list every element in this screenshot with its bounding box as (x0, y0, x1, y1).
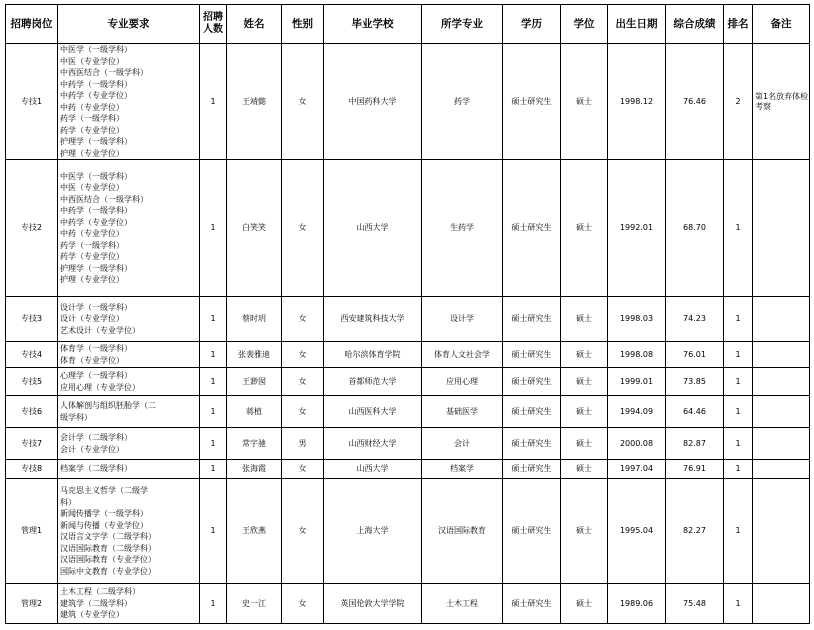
school-cell: 山西医科大学 (324, 396, 422, 428)
table-row (6, 460, 810, 479)
gender-cell: 女 (282, 460, 324, 479)
requirement-line: 护理（专业学位） (60, 275, 124, 284)
requirement-line: 设计学（一级学科） (60, 302, 132, 312)
score-cell: 76.46 (666, 44, 724, 160)
score-cell: 76.01 (666, 342, 724, 368)
requirement-line: 体育学（一级学科） (60, 344, 132, 353)
major-cell: 档案学 (422, 460, 503, 479)
table-row (6, 44, 810, 160)
requirement-line: 设计（专业学位） (60, 314, 124, 324)
requirement-cell (58, 584, 200, 624)
major-cell: 汉语国际教育 (422, 479, 503, 584)
requirement-line: 国际中文教育（专业学位） (60, 566, 156, 576)
note-cell (753, 584, 810, 624)
requirement-line: 药学（一级学科） (60, 240, 124, 250)
requirement-line: 中西医结合（一级学科） (60, 68, 148, 77)
table-row (6, 396, 810, 428)
post-cell: 专技6 (6, 396, 58, 428)
major-cell: 生药学 (422, 160, 503, 297)
degree-cell: 硕士 (561, 396, 608, 428)
dob-cell: 1998.03 (608, 297, 666, 342)
count-cell: 1 (200, 396, 227, 428)
requirement-line: 艺术设计（专业学位） (60, 325, 140, 335)
score-cell: 82.87 (666, 428, 724, 460)
school-cell: 山西财经大学 (324, 428, 422, 460)
requirement-line: 药学（专业学位） (60, 125, 124, 135)
score-cell: 76.91 (666, 460, 724, 479)
school-cell: 哈尔滨体育学院 (324, 342, 422, 368)
post-cell: 专技2 (6, 160, 58, 297)
education-cell: 硕士研究生 (503, 396, 561, 428)
rank-cell: 2 (724, 44, 753, 160)
table-row (6, 297, 810, 342)
name-cell: 王欣燕 (227, 479, 282, 584)
dob-cell: 2000.08 (608, 428, 666, 460)
score-cell: 74.23 (666, 297, 724, 342)
education-cell: 硕士研究生 (503, 297, 561, 342)
count-cell: 1 (200, 479, 227, 584)
name-cell: 史一江 (227, 584, 282, 624)
count-cell: 1 (200, 342, 227, 368)
requirement-cell (58, 396, 200, 428)
header-major: 所学专业 (422, 5, 503, 44)
dob-cell: 1998.08 (608, 342, 666, 368)
name-cell: 常宇驰 (227, 428, 282, 460)
major-cell: 药学 (422, 44, 503, 160)
requirement-line: 中药学（一级学科） (60, 206, 132, 215)
requirement-line: 中药（专业学位） (60, 102, 124, 112)
header-count: 招聘 人数 (200, 5, 227, 44)
note-cell (753, 368, 810, 396)
dob-cell: 1989.06 (608, 584, 666, 624)
table-row (6, 368, 810, 396)
recruitment-table-container (5, 4, 810, 624)
count-cell: 1 (200, 428, 227, 460)
gender-cell: 女 (282, 584, 324, 624)
post-cell: 管理2 (6, 584, 58, 624)
requirement-line: 会计（专业学位） (60, 444, 124, 454)
requirement-line: 汉语国际教育（二级学科） (60, 543, 156, 553)
requirement-line: 马克思主义哲学（二级学 (60, 486, 148, 495)
gender-cell: 女 (282, 396, 324, 428)
requirement-line: 建筑学（二级学科） (60, 598, 132, 608)
score-cell: 73.85 (666, 368, 724, 396)
requirement-line: 新闻传播学（一级学科） (60, 509, 148, 518)
post-cell: 专技3 (6, 297, 58, 342)
table-body (6, 44, 810, 624)
school-cell: 山西大学 (324, 160, 422, 297)
header-school: 毕业学校 (324, 5, 422, 44)
gender-cell: 女 (282, 297, 324, 342)
requirement-line: 科） (60, 497, 76, 507)
education-cell: 硕士研究生 (503, 584, 561, 624)
name-cell: 王靖懿 (227, 44, 282, 160)
education-cell: 硕士研究生 (503, 342, 561, 368)
note-cell: 第1名放弃体检考察 (753, 44, 810, 160)
header-name: 姓名 (227, 5, 282, 44)
requirement-line: 档案学（二级学科） (60, 464, 132, 474)
degree-cell: 硕士 (561, 428, 608, 460)
major-cell: 应用心理 (422, 368, 503, 396)
count-cell: 1 (200, 584, 227, 624)
requirement-cell (58, 160, 200, 297)
degree-cell: 硕士 (561, 44, 608, 160)
degree-cell: 硕士 (561, 479, 608, 584)
note-cell (753, 460, 810, 479)
gender-cell: 男 (282, 428, 324, 460)
major-cell: 土木工程 (422, 584, 503, 624)
dob-cell: 1992.01 (608, 160, 666, 297)
requirement-line: 中医学（一级学科） (60, 45, 132, 54)
name-cell: 张裴雅迪 (227, 342, 282, 368)
education-cell: 硕士研究生 (503, 479, 561, 584)
school-cell: 英国伦敦大学学院 (324, 584, 422, 624)
gender-cell: 女 (282, 160, 324, 297)
name-cell: 白笑笑 (227, 160, 282, 297)
count-cell: 1 (200, 297, 227, 342)
dob-cell: 1997.04 (608, 460, 666, 479)
dob-cell: 1994.09 (608, 396, 666, 428)
post-cell: 专技7 (6, 428, 58, 460)
requirement-cell (58, 368, 200, 396)
table-row (6, 160, 810, 297)
degree-cell: 硕士 (561, 342, 608, 368)
header-row (6, 5, 810, 44)
requirement-line: 心理学（一级学科） (60, 371, 132, 380)
name-cell: 蒋植 (227, 396, 282, 428)
education-cell: 硕士研究生 (503, 460, 561, 479)
rank-cell: 1 (724, 479, 753, 584)
header-rank: 排名 (724, 5, 753, 44)
requirement-line: 建筑（专业学位） (60, 610, 124, 620)
requirement-line: 级学科） (60, 412, 92, 422)
post-cell: 专技4 (6, 342, 58, 368)
degree-cell: 硕士 (561, 584, 608, 624)
requirement-line: 人体解剖与组织胚胎学（二 (60, 401, 156, 410)
requirement-cell (58, 479, 200, 584)
note-cell (753, 396, 810, 428)
education-cell: 硕士研究生 (503, 160, 561, 297)
note-cell (753, 297, 810, 342)
requirement-cell (58, 428, 200, 460)
school-cell: 西安建筑科技大学 (324, 297, 422, 342)
school-cell: 首都师范大学 (324, 368, 422, 396)
requirement-line: 护理学（一级学科） (60, 263, 132, 273)
requirement-line: 体育（专业学位） (60, 355, 124, 365)
requirement-line: 应用心理（专业学位） (60, 382, 140, 392)
header-education: 学历 (503, 5, 561, 44)
requirement-line: 中药学（专业学位） (60, 91, 132, 100)
header-gender: 性别 (282, 5, 324, 44)
name-cell: 蔡时玥 (227, 297, 282, 342)
requirement-cell (58, 44, 200, 160)
major-cell: 基础医学 (422, 396, 503, 428)
requirement-line: 中医学（一级学科） (60, 171, 132, 181)
requirement-line: 中西医结合（一级学科） (60, 194, 148, 204)
dob-cell: 1999.01 (608, 368, 666, 396)
requirement-line: 护理学（一级学科） (60, 137, 132, 146)
gender-cell: 女 (282, 342, 324, 368)
gender-cell: 女 (282, 368, 324, 396)
school-cell: 中国药科大学 (324, 44, 422, 160)
education-cell: 硕士研究生 (503, 368, 561, 396)
count-cell: 1 (200, 368, 227, 396)
count-cell: 1 (200, 460, 227, 479)
requirement-line: 汉语言文字学（二级学科） (60, 532, 156, 541)
header-post: 招聘岗位 (6, 5, 58, 44)
note-cell (753, 428, 810, 460)
requirement-line: 中药学（一级学科） (60, 79, 132, 89)
header-note: 备注 (753, 5, 810, 44)
post-cell: 专技8 (6, 460, 58, 479)
note-cell (753, 160, 810, 297)
header-dob: 出生日期 (608, 5, 666, 44)
header-requirement: 专业要求 (58, 5, 200, 44)
note-cell (753, 479, 810, 584)
rank-cell: 1 (724, 584, 753, 624)
requirement-line: 药学（一级学科） (60, 114, 124, 123)
requirement-line: 土木工程（二级学科） (60, 587, 140, 597)
rank-cell: 1 (724, 396, 753, 428)
requirement-line: 新闻与传播（专业学位） (60, 520, 148, 530)
header-degree: 学位 (561, 5, 608, 44)
education-cell: 硕士研究生 (503, 428, 561, 460)
requirement-line: 中药学（专业学位） (60, 217, 132, 227)
requirement-cell (58, 342, 200, 368)
table-row (6, 479, 810, 584)
degree-cell: 硕士 (561, 368, 608, 396)
requirement-line: 汉语国际教育（专业学位） (60, 555, 156, 564)
post-cell: 专技5 (6, 368, 58, 396)
requirement-line: 药学（专业学位） (60, 252, 124, 261)
requirement-line: 中医（专业学位） (60, 56, 124, 66)
rank-cell: 1 (724, 460, 753, 479)
rank-cell: 1 (724, 297, 753, 342)
name-cell: 王渺囡 (227, 368, 282, 396)
school-cell: 上海大学 (324, 479, 422, 584)
school-cell: 山西大学 (324, 460, 422, 479)
education-cell: 硕士研究生 (503, 44, 561, 160)
requirement-line: 中药（专业学位） (60, 229, 124, 238)
table-row (6, 342, 810, 368)
score-cell: 82.27 (666, 479, 724, 584)
header-score: 综合成绩 (666, 5, 724, 44)
requirement-line: 中医（专业学位） (60, 183, 124, 192)
degree-cell: 硕士 (561, 460, 608, 479)
table-row (6, 428, 810, 460)
score-cell: 64.46 (666, 396, 724, 428)
score-cell: 68.70 (666, 160, 724, 297)
name-cell: 张海霞 (227, 460, 282, 479)
major-cell: 设计学 (422, 297, 503, 342)
dob-cell: 1998.12 (608, 44, 666, 160)
recruitment-table (5, 4, 810, 624)
requirement-line: 会计学（二级学科） (60, 433, 132, 442)
note-cell (753, 342, 810, 368)
count-cell: 1 (200, 44, 227, 160)
post-cell: 专技1 (6, 44, 58, 160)
rank-cell: 1 (724, 368, 753, 396)
degree-cell: 硕士 (561, 160, 608, 297)
major-cell: 体育人文社会学 (422, 342, 503, 368)
requirement-line: 护理（专业学位） (60, 148, 124, 158)
rank-cell: 1 (724, 160, 753, 297)
rank-cell: 1 (724, 342, 753, 368)
table-row (6, 584, 810, 624)
count-cell: 1 (200, 160, 227, 297)
rank-cell: 1 (724, 428, 753, 460)
degree-cell: 硕士 (561, 297, 608, 342)
requirement-cell (58, 460, 200, 479)
gender-cell: 女 (282, 479, 324, 584)
major-cell: 会计 (422, 428, 503, 460)
post-cell: 管理1 (6, 479, 58, 584)
dob-cell: 1995.04 (608, 479, 666, 584)
gender-cell: 女 (282, 44, 324, 160)
requirement-cell (58, 297, 200, 342)
score-cell: 75.48 (666, 584, 724, 624)
